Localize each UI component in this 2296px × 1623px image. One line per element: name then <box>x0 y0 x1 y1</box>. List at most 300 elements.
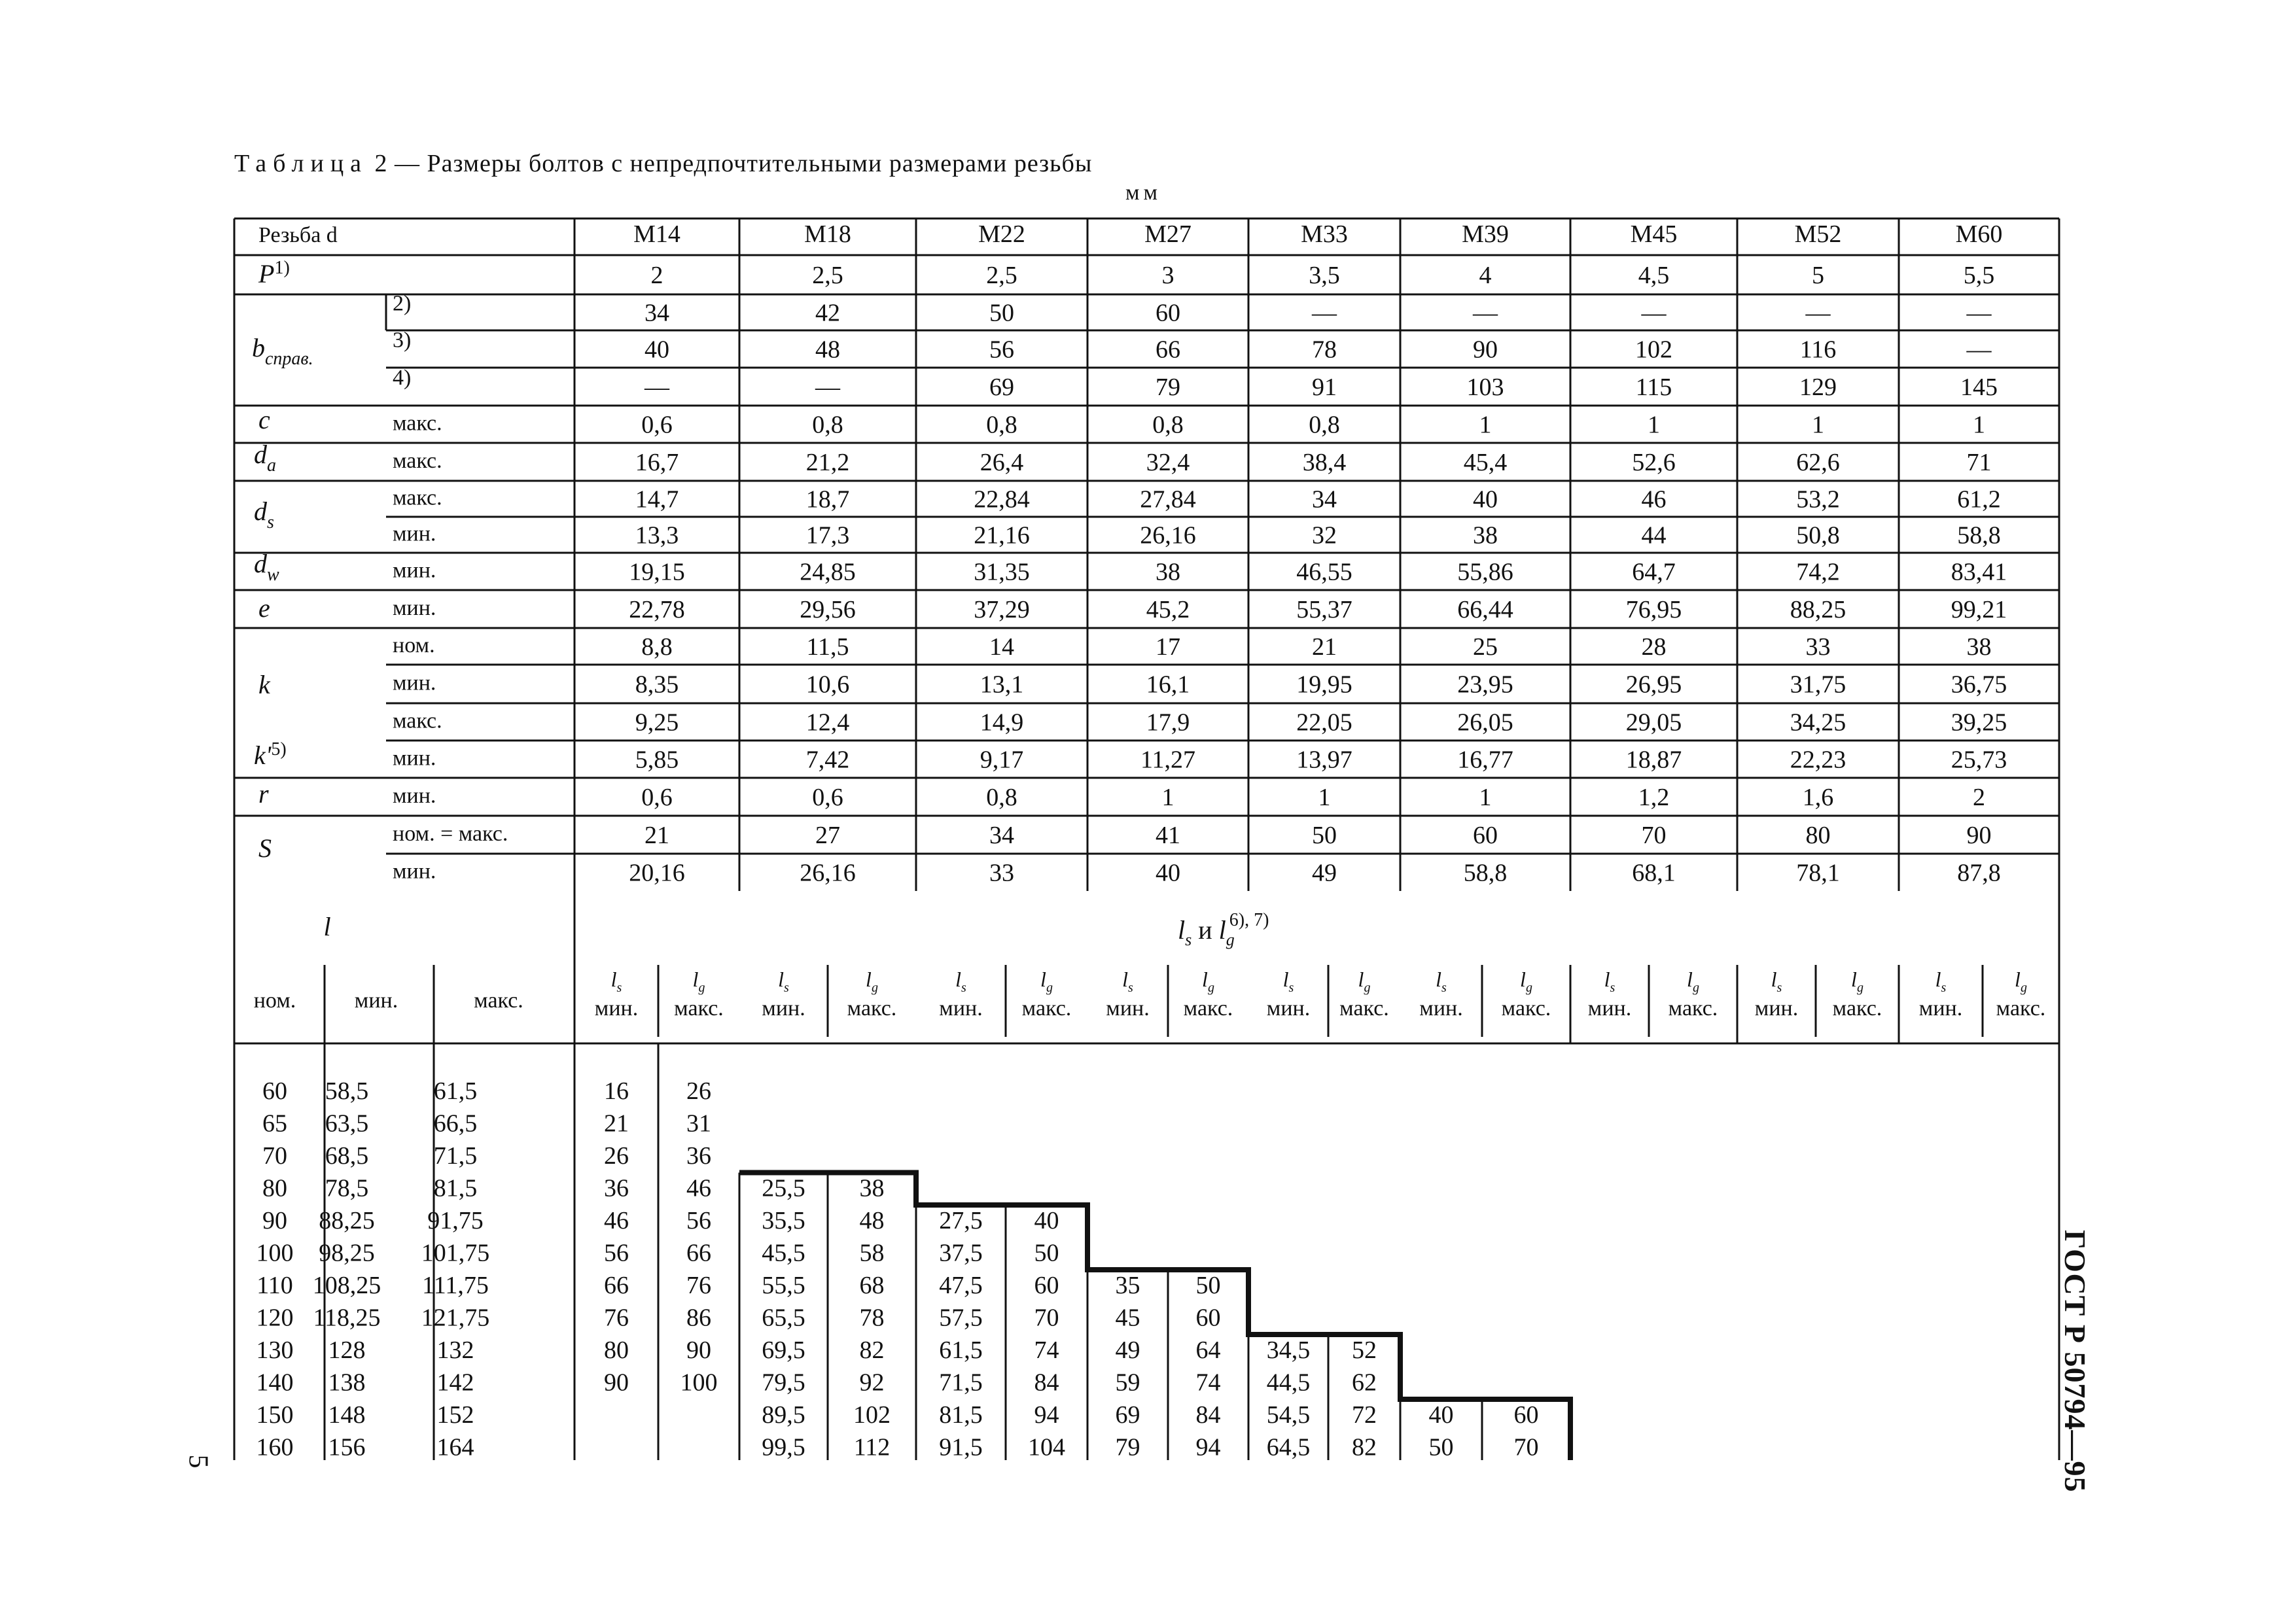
parameter-value: 29,05 <box>1625 708 1682 737</box>
lg-max-value: 40 <box>1034 1207 1059 1234</box>
length-max: 101,75 <box>421 1239 490 1267</box>
parameter-value: 99,21 <box>1951 596 2007 623</box>
length-min: 138 <box>328 1369 366 1397</box>
length-max: 142 <box>436 1369 474 1397</box>
length-max: 71,5 <box>433 1142 478 1170</box>
lg-bound-label: макс. <box>1339 996 1389 1021</box>
parameter-value: 62,6 <box>1796 449 1840 476</box>
lg-max-value: 74 <box>1034 1336 1059 1364</box>
parameter-value: 38 <box>1156 558 1180 586</box>
length-min: 148 <box>328 1401 366 1429</box>
parameter-value: 40 <box>1156 859 1180 887</box>
ls-min-value: 37,5 <box>939 1239 983 1267</box>
table-caption-prefix: Таблица <box>234 150 368 177</box>
length-max: 91,75 <box>427 1207 484 1234</box>
parameter-value: 22,23 <box>1790 746 1846 774</box>
ls-min-value: 46 <box>604 1207 629 1234</box>
parameter-value: 50 <box>989 299 1014 327</box>
parameter-value: 78 <box>1312 336 1337 364</box>
ls-min-value: 61,5 <box>939 1336 983 1364</box>
ls-subheading: $l_s$ <box>1771 968 1782 995</box>
length-max: 121,75 <box>421 1304 490 1332</box>
lg-max-value: 94 <box>1034 1401 1059 1429</box>
parameter-value: 34 <box>645 299 669 327</box>
parameter-value: 60 <box>1156 299 1180 327</box>
length-max: 61,5 <box>433 1077 478 1105</box>
page-number: 5 <box>183 1454 213 1469</box>
ls-min-value: 27,5 <box>939 1207 983 1234</box>
parameter-value: 44 <box>1641 521 1667 550</box>
parameter-value: 17,3 <box>805 521 850 550</box>
lg-bound-label: макс. <box>1832 996 1882 1021</box>
lg-max-value: 82 <box>859 1336 885 1364</box>
parameter-qualifier: мин. <box>393 671 436 695</box>
parameter-value: 88,25 <box>1790 596 1846 623</box>
parameter-qualifier: мин. <box>393 746 436 771</box>
ls-min-value: 64,5 <box>1266 1433 1311 1461</box>
parameter-value: 0,8 <box>986 784 1017 811</box>
length-min-heading: мин. <box>354 988 398 1013</box>
lg-max-value: 74 <box>1195 1369 1221 1397</box>
lg-max-value: 52 <box>1352 1336 1377 1364</box>
parameter-value: 34 <box>1312 485 1337 514</box>
parameter-value: 31,75 <box>1790 671 1846 699</box>
parameter-value: 46 <box>1641 485 1667 514</box>
parameter-value: 1 <box>1318 784 1331 811</box>
parameter-value: 0,6 <box>641 784 673 811</box>
parameter-value: 4 <box>1479 262 1492 289</box>
ls-min-value: 47,5 <box>939 1272 983 1299</box>
parameter-value: 13,1 <box>980 671 1024 699</box>
parameter-value: 66,44 <box>1457 596 1513 623</box>
length-min: 63,5 <box>325 1109 369 1138</box>
parameter-value: 0,6 <box>812 784 843 811</box>
parameter-value: 2,5 <box>986 262 1017 289</box>
parameter-value: 22,78 <box>629 596 685 623</box>
length-nominal: 100 <box>256 1239 294 1267</box>
length-nominal: 60 <box>262 1077 287 1105</box>
parameter-value: 55,37 <box>1296 596 1352 623</box>
parameter-value: 8,35 <box>635 671 679 699</box>
thread-size-M33: M33 <box>1301 220 1348 248</box>
ls-subheading: $l_s$ <box>1935 968 1947 995</box>
parameter-value: 1 <box>1479 784 1492 811</box>
parameter-value: 1 <box>1812 411 1824 439</box>
length-max: 164 <box>436 1433 474 1461</box>
parameter-value: 33 <box>989 859 1014 887</box>
parameter-value: 91 <box>1312 374 1337 401</box>
parameter-qualifier: ном. = макс. <box>393 822 508 846</box>
ls-subheading: $l_s$ <box>955 968 966 995</box>
parameter-value: 79 <box>1156 374 1180 401</box>
ls-bound-label: мин. <box>1266 996 1311 1021</box>
lg-bound-label: макс. <box>1501 996 1551 1021</box>
parameter-value: 66 <box>1156 336 1180 364</box>
lg-max-value: 92 <box>859 1369 885 1397</box>
parameter-value: 21 <box>645 822 669 849</box>
ls-min-value: 49 <box>1115 1336 1140 1364</box>
parameter-value: 52,6 <box>1632 449 1676 476</box>
parameter-value: 26,16 <box>800 859 856 887</box>
parameter-value: 46,55 <box>1296 558 1352 586</box>
parameter-value: 26,4 <box>980 449 1024 476</box>
lg-bound-label: макс. <box>1996 996 2046 1021</box>
param-dw-label: $d_w$ <box>254 549 279 585</box>
parameter-value: 56 <box>989 336 1014 364</box>
length-min: 88,25 <box>319 1207 375 1234</box>
ls-min-value: 54,5 <box>1266 1401 1311 1429</box>
lg-subheading: $l_g$ <box>1520 968 1532 995</box>
param-c-label: c <box>258 405 270 434</box>
length-nominal: 110 <box>256 1272 293 1299</box>
lg-subheading: $l_g$ <box>866 968 878 995</box>
parameter-value: 40 <box>1473 485 1498 514</box>
param-S-label: S <box>258 833 272 863</box>
length-nominal-heading: ном. <box>253 988 296 1013</box>
ls-bound-label: мин. <box>1918 996 1963 1021</box>
parameter-value: 0,8 <box>1152 411 1184 439</box>
ls-subheading: $l_s$ <box>778 968 789 995</box>
lg-bound-label: макс. <box>674 996 724 1021</box>
parameter-value: — <box>1805 299 1831 327</box>
length-min: 128 <box>328 1336 366 1364</box>
parameter-value: 58,8 <box>1463 859 1508 887</box>
thread-size-M14: M14 <box>633 220 680 248</box>
lg-max-value: 70 <box>1034 1304 1059 1332</box>
lg-max-value: 86 <box>686 1304 711 1332</box>
parameter-value: 25,73 <box>1951 746 2007 774</box>
parameter-value: 2,5 <box>812 262 843 289</box>
length-nominal: 90 <box>262 1207 287 1234</box>
length-nominal: 80 <box>262 1174 287 1202</box>
lg-max-value: 31 <box>686 1109 711 1138</box>
lg-max-value: 26 <box>686 1077 711 1105</box>
parameter-value: 145 <box>1960 374 1998 401</box>
parameter-value: 39,25 <box>1951 708 2007 737</box>
parameter-value: 58,8 <box>1957 521 2001 550</box>
units-label: мм <box>1125 181 1162 205</box>
parameter-value: 2 <box>650 262 663 289</box>
parameter-value: 70 <box>1641 822 1667 849</box>
parameter-value: — <box>1473 299 1498 327</box>
lg-subheading: $l_g$ <box>692 968 705 995</box>
thread-size-M27: M27 <box>1144 220 1192 248</box>
parameter-value: 45,2 <box>1146 596 1190 623</box>
parameter-value: 1,6 <box>1802 784 1834 811</box>
parameter-qualifier: макс. <box>393 485 442 510</box>
parameter-value: 68,1 <box>1632 859 1676 887</box>
parameter-value: 42 <box>815 299 840 327</box>
parameter-value: 38,4 <box>1302 449 1347 476</box>
lg-subheading: $l_g$ <box>1687 968 1699 995</box>
parameter-value: 60 <box>1473 822 1498 849</box>
length-min: 68,5 <box>325 1142 369 1170</box>
lg-max-value: 58 <box>859 1239 885 1267</box>
parameter-value: 18,7 <box>805 485 850 514</box>
parameter-value: — <box>1966 299 1992 327</box>
parameter-value: 74,2 <box>1796 558 1840 586</box>
parameter-value: 16,7 <box>635 449 679 476</box>
parameter-value: 34,25 <box>1790 708 1846 737</box>
parameter-qualifier: макс. <box>393 449 442 473</box>
parameter-value: 18,87 <box>1625 746 1682 774</box>
parameter-value: 23,95 <box>1457 671 1513 699</box>
parameter-value: 1 <box>1973 411 1985 439</box>
ls-min-value: 90 <box>604 1369 629 1397</box>
parameter-value: 50,8 <box>1796 521 1840 550</box>
length-nominal: 130 <box>256 1336 294 1364</box>
ls-min-value: 40 <box>1428 1401 1454 1429</box>
param-k5-label: $k'^{5)}$ <box>254 739 287 770</box>
ls-min-value: 99,5 <box>762 1433 805 1461</box>
length-l-label: l <box>323 912 331 941</box>
parameter-value: 12,4 <box>805 708 850 737</box>
length-nominal: 65 <box>262 1109 287 1138</box>
ls-min-value: 81,5 <box>939 1401 983 1429</box>
parameter-value: 32,4 <box>1146 449 1190 476</box>
parameter-value: 26,16 <box>1140 521 1196 550</box>
parameter-value: 64,7 <box>1632 558 1676 586</box>
parameter-qualifier: мин. <box>393 859 436 884</box>
ls-min-value: 35 <box>1115 1272 1140 1299</box>
thread-size-M18: M18 <box>804 220 851 248</box>
lg-max-value: 60 <box>1195 1304 1221 1332</box>
parameter-value: 7,42 <box>805 746 850 774</box>
parameter-value: 17 <box>1156 633 1180 661</box>
ls-min-value: 25,5 <box>762 1174 805 1202</box>
lg-max-value: 70 <box>1513 1433 1539 1461</box>
parameter-qualifier: 4) <box>393 366 412 390</box>
parameter-value: 103 <box>1466 374 1504 401</box>
parameter-value: — <box>645 374 669 401</box>
parameter-value: 0,8 <box>1309 411 1340 439</box>
thread-size-M45: M45 <box>1630 220 1678 248</box>
parameter-value: 41 <box>1156 822 1180 849</box>
ls-min-value: 26 <box>604 1142 629 1170</box>
param-e-label: e <box>258 593 270 623</box>
lg-max-value: 56 <box>686 1207 711 1234</box>
param-b-label: $b_{справ.}$ <box>252 333 313 369</box>
parameter-value: 90 <box>1966 822 1992 849</box>
parameter-value: 80 <box>1805 822 1831 849</box>
ls-min-value: 44,5 <box>1266 1369 1311 1397</box>
ls-bound-label: мин. <box>594 996 639 1021</box>
length-max: 111,75 <box>422 1272 489 1299</box>
parameter-value: 5,5 <box>1963 262 1995 289</box>
length-nominal: 120 <box>256 1304 294 1332</box>
ls-subheading: $l_s$ <box>1436 968 1447 995</box>
lg-max-value: 72 <box>1352 1401 1377 1429</box>
lg-max-value: 48 <box>859 1207 885 1234</box>
lg-bound-label: макс. <box>847 996 897 1021</box>
length-min: 108,25 <box>312 1272 381 1299</box>
parameter-value: 115 <box>1635 374 1672 401</box>
lg-subheading: $l_g$ <box>1040 968 1053 995</box>
parameter-value: 5,85 <box>635 746 679 774</box>
ls-min-value: 66 <box>604 1272 629 1299</box>
ls-subheading: $l_s$ <box>610 968 622 995</box>
parameter-value: 13,97 <box>1296 746 1352 774</box>
parameter-value: 3,5 <box>1309 262 1340 289</box>
parameter-value: 34 <box>989 822 1014 849</box>
parameter-value: 20,16 <box>629 859 685 887</box>
parameter-value: 11,27 <box>1140 746 1196 774</box>
ls-min-value: 34,5 <box>1266 1336 1311 1364</box>
lg-bound-label: макс. <box>1668 996 1718 1021</box>
parameter-value: 69 <box>989 374 1014 401</box>
lg-max-value: 36 <box>686 1142 711 1170</box>
length-min: 78,5 <box>325 1174 369 1202</box>
lg-max-value: 68 <box>859 1272 885 1299</box>
parameter-value: 102 <box>1635 336 1672 364</box>
ls-min-value: 50 <box>1428 1433 1454 1461</box>
parameter-value: 0,6 <box>641 411 673 439</box>
thread-header-label: Резьба d <box>258 223 338 247</box>
lg-max-value: 60 <box>1034 1272 1059 1299</box>
thread-size-M52: M52 <box>1794 220 1842 248</box>
parameter-value: 27 <box>815 822 840 849</box>
parameter-value: 21,2 <box>805 449 850 476</box>
ls-min-value: 21 <box>604 1109 629 1138</box>
parameter-value: 9,25 <box>635 708 679 737</box>
parameter-value: 4,5 <box>1638 262 1670 289</box>
lg-subheading: $l_g$ <box>1202 968 1214 995</box>
parameter-value: 61,2 <box>1957 485 2001 514</box>
lg-max-value: 50 <box>1195 1272 1221 1299</box>
ls-min-value: 16 <box>604 1077 629 1105</box>
ls-min-value: 71,5 <box>939 1369 983 1397</box>
parameter-value: 26,95 <box>1625 671 1682 699</box>
parameter-value: 78,1 <box>1796 859 1840 887</box>
parameter-value: 14 <box>989 633 1014 661</box>
ls-min-value: 55,5 <box>762 1272 805 1299</box>
thread-size-M39: M39 <box>1462 220 1509 248</box>
parameter-qualifier: мин. <box>393 521 436 546</box>
param-da-label: $d_a$ <box>254 440 276 476</box>
parameter-qualifier: 2) <box>393 291 412 316</box>
parameter-value: — <box>1312 299 1337 327</box>
parameter-value: 1 <box>1161 784 1174 811</box>
length-max: 81,5 <box>433 1174 478 1202</box>
parameter-value: 116 <box>1799 336 1837 364</box>
ls-min-value: 91,5 <box>939 1433 983 1461</box>
length-nominal: 160 <box>256 1433 294 1461</box>
lg-max-value: 60 <box>1513 1401 1539 1429</box>
parameter-value: 10,6 <box>805 671 850 699</box>
parameter-value: 24,85 <box>800 558 856 586</box>
length-min: 98,25 <box>319 1239 375 1267</box>
lg-max-value: 62 <box>1352 1369 1377 1397</box>
ls-bound-label: мин. <box>1419 996 1463 1021</box>
parameter-value: 5 <box>1812 262 1824 289</box>
lg-max-value: 102 <box>853 1401 891 1429</box>
lg-max-value: 104 <box>1028 1433 1065 1461</box>
lg-max-value: 46 <box>686 1174 711 1202</box>
parameter-value: 8,8 <box>641 633 673 661</box>
parameter-value: 26,05 <box>1457 708 1513 737</box>
parameter-value: — <box>1641 299 1667 327</box>
parameter-value: 16,1 <box>1146 671 1190 699</box>
param-r-label: r <box>258 779 269 809</box>
lg-max-value: 64 <box>1195 1336 1221 1364</box>
parameter-value: 11,5 <box>806 633 849 661</box>
parameter-value: — <box>1966 336 1992 364</box>
parameter-value: 38 <box>1473 521 1498 550</box>
parameter-value: 45,4 <box>1463 449 1508 476</box>
parameter-value: 37,29 <box>974 596 1030 623</box>
parameter-value: 90 <box>1473 336 1498 364</box>
parameter-value: 76,95 <box>1625 596 1682 623</box>
parameter-value: 22,05 <box>1296 708 1352 737</box>
param-ds-label: $d_s$ <box>254 497 274 532</box>
parameter-value: 0,8 <box>986 411 1017 439</box>
ls-min-value: 76 <box>604 1304 629 1332</box>
parameter-value: 36,75 <box>1951 671 2007 699</box>
lg-max-value: 82 <box>1352 1433 1377 1461</box>
parameter-value: 13,3 <box>635 521 679 550</box>
parameter-value: 32 <box>1312 521 1337 550</box>
lg-subheading: $l_g$ <box>1851 968 1863 995</box>
lg-bound-label: макс. <box>1021 996 1072 1021</box>
ls-min-value: 56 <box>604 1239 629 1267</box>
parameter-value: 21 <box>1312 633 1337 661</box>
ls-min-value: 69,5 <box>762 1336 805 1364</box>
parameter-value: 21,16 <box>974 521 1030 550</box>
parameter-value: 48 <box>815 336 840 364</box>
parameter-value: 27,84 <box>1140 485 1196 514</box>
parameter-value: 55,86 <box>1457 558 1513 586</box>
parameter-value: 14,7 <box>635 485 679 514</box>
parameter-qualifier: макс. <box>393 411 442 436</box>
parameter-value: 16,77 <box>1457 746 1513 774</box>
length-nominal: 150 <box>256 1401 294 1429</box>
thread-size-M60: M60 <box>1955 220 2003 248</box>
lg-max-value: 84 <box>1034 1369 1059 1397</box>
ls-bound-label: мин. <box>1754 996 1799 1021</box>
length-max: 132 <box>436 1336 474 1364</box>
parameter-value: 3 <box>1161 262 1174 289</box>
lg-max-value: 94 <box>1195 1433 1221 1461</box>
param-P-label: $P^{1)}$ <box>258 258 290 288</box>
table-caption-text: 2 — Размеры болтов с непредпочтительными размерами резьбы <box>374 150 1093 177</box>
parameter-qualifier: макс. <box>393 708 442 733</box>
lg-max-value: 90 <box>686 1336 711 1364</box>
ls-min-value: 45,5 <box>762 1239 805 1267</box>
parameter-value: 53,2 <box>1796 485 1840 514</box>
ls-min-value: 79,5 <box>762 1369 805 1397</box>
ls-min-value: 45 <box>1115 1304 1140 1332</box>
lg-max-value: 100 <box>680 1369 718 1397</box>
length-min: 118,25 <box>313 1304 381 1332</box>
lg-max-value: 38 <box>859 1174 885 1202</box>
parameter-value: 49 <box>1312 859 1337 887</box>
lg-max-value: 78 <box>859 1304 885 1332</box>
parameter-value: 50 <box>1312 822 1337 849</box>
ls-min-value: 80 <box>604 1336 629 1364</box>
param-k-label: k <box>258 670 270 699</box>
ls-min-value: 35,5 <box>762 1207 805 1234</box>
lg-max-value: 76 <box>686 1272 711 1299</box>
ls-min-value: 57,5 <box>939 1304 983 1332</box>
length-max-heading: макс. <box>474 988 523 1013</box>
parameter-value: 1,2 <box>1638 784 1670 811</box>
parameter-value: 17,9 <box>1146 708 1190 737</box>
length-nominal: 70 <box>262 1142 287 1170</box>
ls-bound-label: мин. <box>762 996 805 1021</box>
lg-max-value: 84 <box>1195 1401 1221 1429</box>
parameter-value: 31,35 <box>974 558 1030 586</box>
ls-min-value: 65,5 <box>762 1304 805 1332</box>
